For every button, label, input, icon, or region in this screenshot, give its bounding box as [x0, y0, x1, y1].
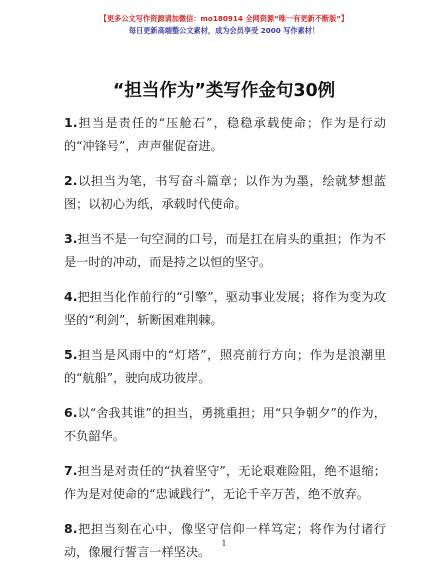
item-text: 担当不是一句空洞的口号，而是扛在肩头的重担；作为不是一时的冲动，而是持之以恒的坚守。 [64, 232, 386, 269]
promo-header [0, 13, 448, 37]
page-number: 1 [221, 539, 227, 548]
list-item [64, 227, 386, 274]
list-item [64, 343, 386, 390]
item-number: 5. [64, 347, 78, 362]
item-number: 4. [64, 289, 78, 304]
item-text: 担当是风雨中的“灯塔”，照亮前行方向；作为是浪潮里的“航船”，驶向成功彼岸。 [64, 348, 386, 385]
promo-line-1: 【更多公文写作资源请加微信：mo180914 全网资源“唯一有更新不断版”】 [99, 14, 349, 23]
item-text: 担当是责任的“压舱石”，稳稳承载使命；作为是行动的“冲锋号”，声声催促奋进。 [64, 116, 386, 153]
item-text: 以“舍我其谁”的担当，勇挑重担；用“只争朝夕”的作为，不负韶华。 [64, 406, 386, 443]
item-number: 8. [64, 521, 78, 536]
item-number: 3. [64, 231, 78, 246]
item-number: 7. [64, 463, 78, 478]
list-item [64, 169, 386, 216]
item-text: 把担当刻在心中，像坚守信仰一样笃定；将作为付诸行动，像履行誓言一样坚决。 [64, 522, 386, 559]
item-text: 以担当为笔，书写奋斗篇章；以作为为墨，绘就梦想蓝图；以初心为纸，承载时代使命。 [64, 174, 386, 211]
item-number: 6. [64, 405, 78, 420]
promo-line-2: 每日更新高端整公文素材，成为会员享受 2000 写作素材！ [128, 26, 320, 35]
document-body [64, 111, 386, 575]
list-item [64, 459, 386, 506]
document-title: “担当作为”类写作金句30例 [112, 81, 336, 101]
list-item [64, 401, 386, 448]
item-text: 把担当化作前行的“引擎”，驱动事业发展；将作为变为攻坚的“利剑”，斩断困难荆棘。 [64, 290, 386, 327]
item-number: 2. [64, 173, 78, 188]
item-text: 担当是对责任的“执着坚守”，无论艰难险阻，绝不退缩；作为是对使命的“忠诚践行”，无论千辛万苦，绝不放弃。 [64, 464, 386, 501]
list-item [64, 285, 386, 332]
list-item [64, 111, 386, 158]
item-number: 1. [64, 115, 78, 130]
